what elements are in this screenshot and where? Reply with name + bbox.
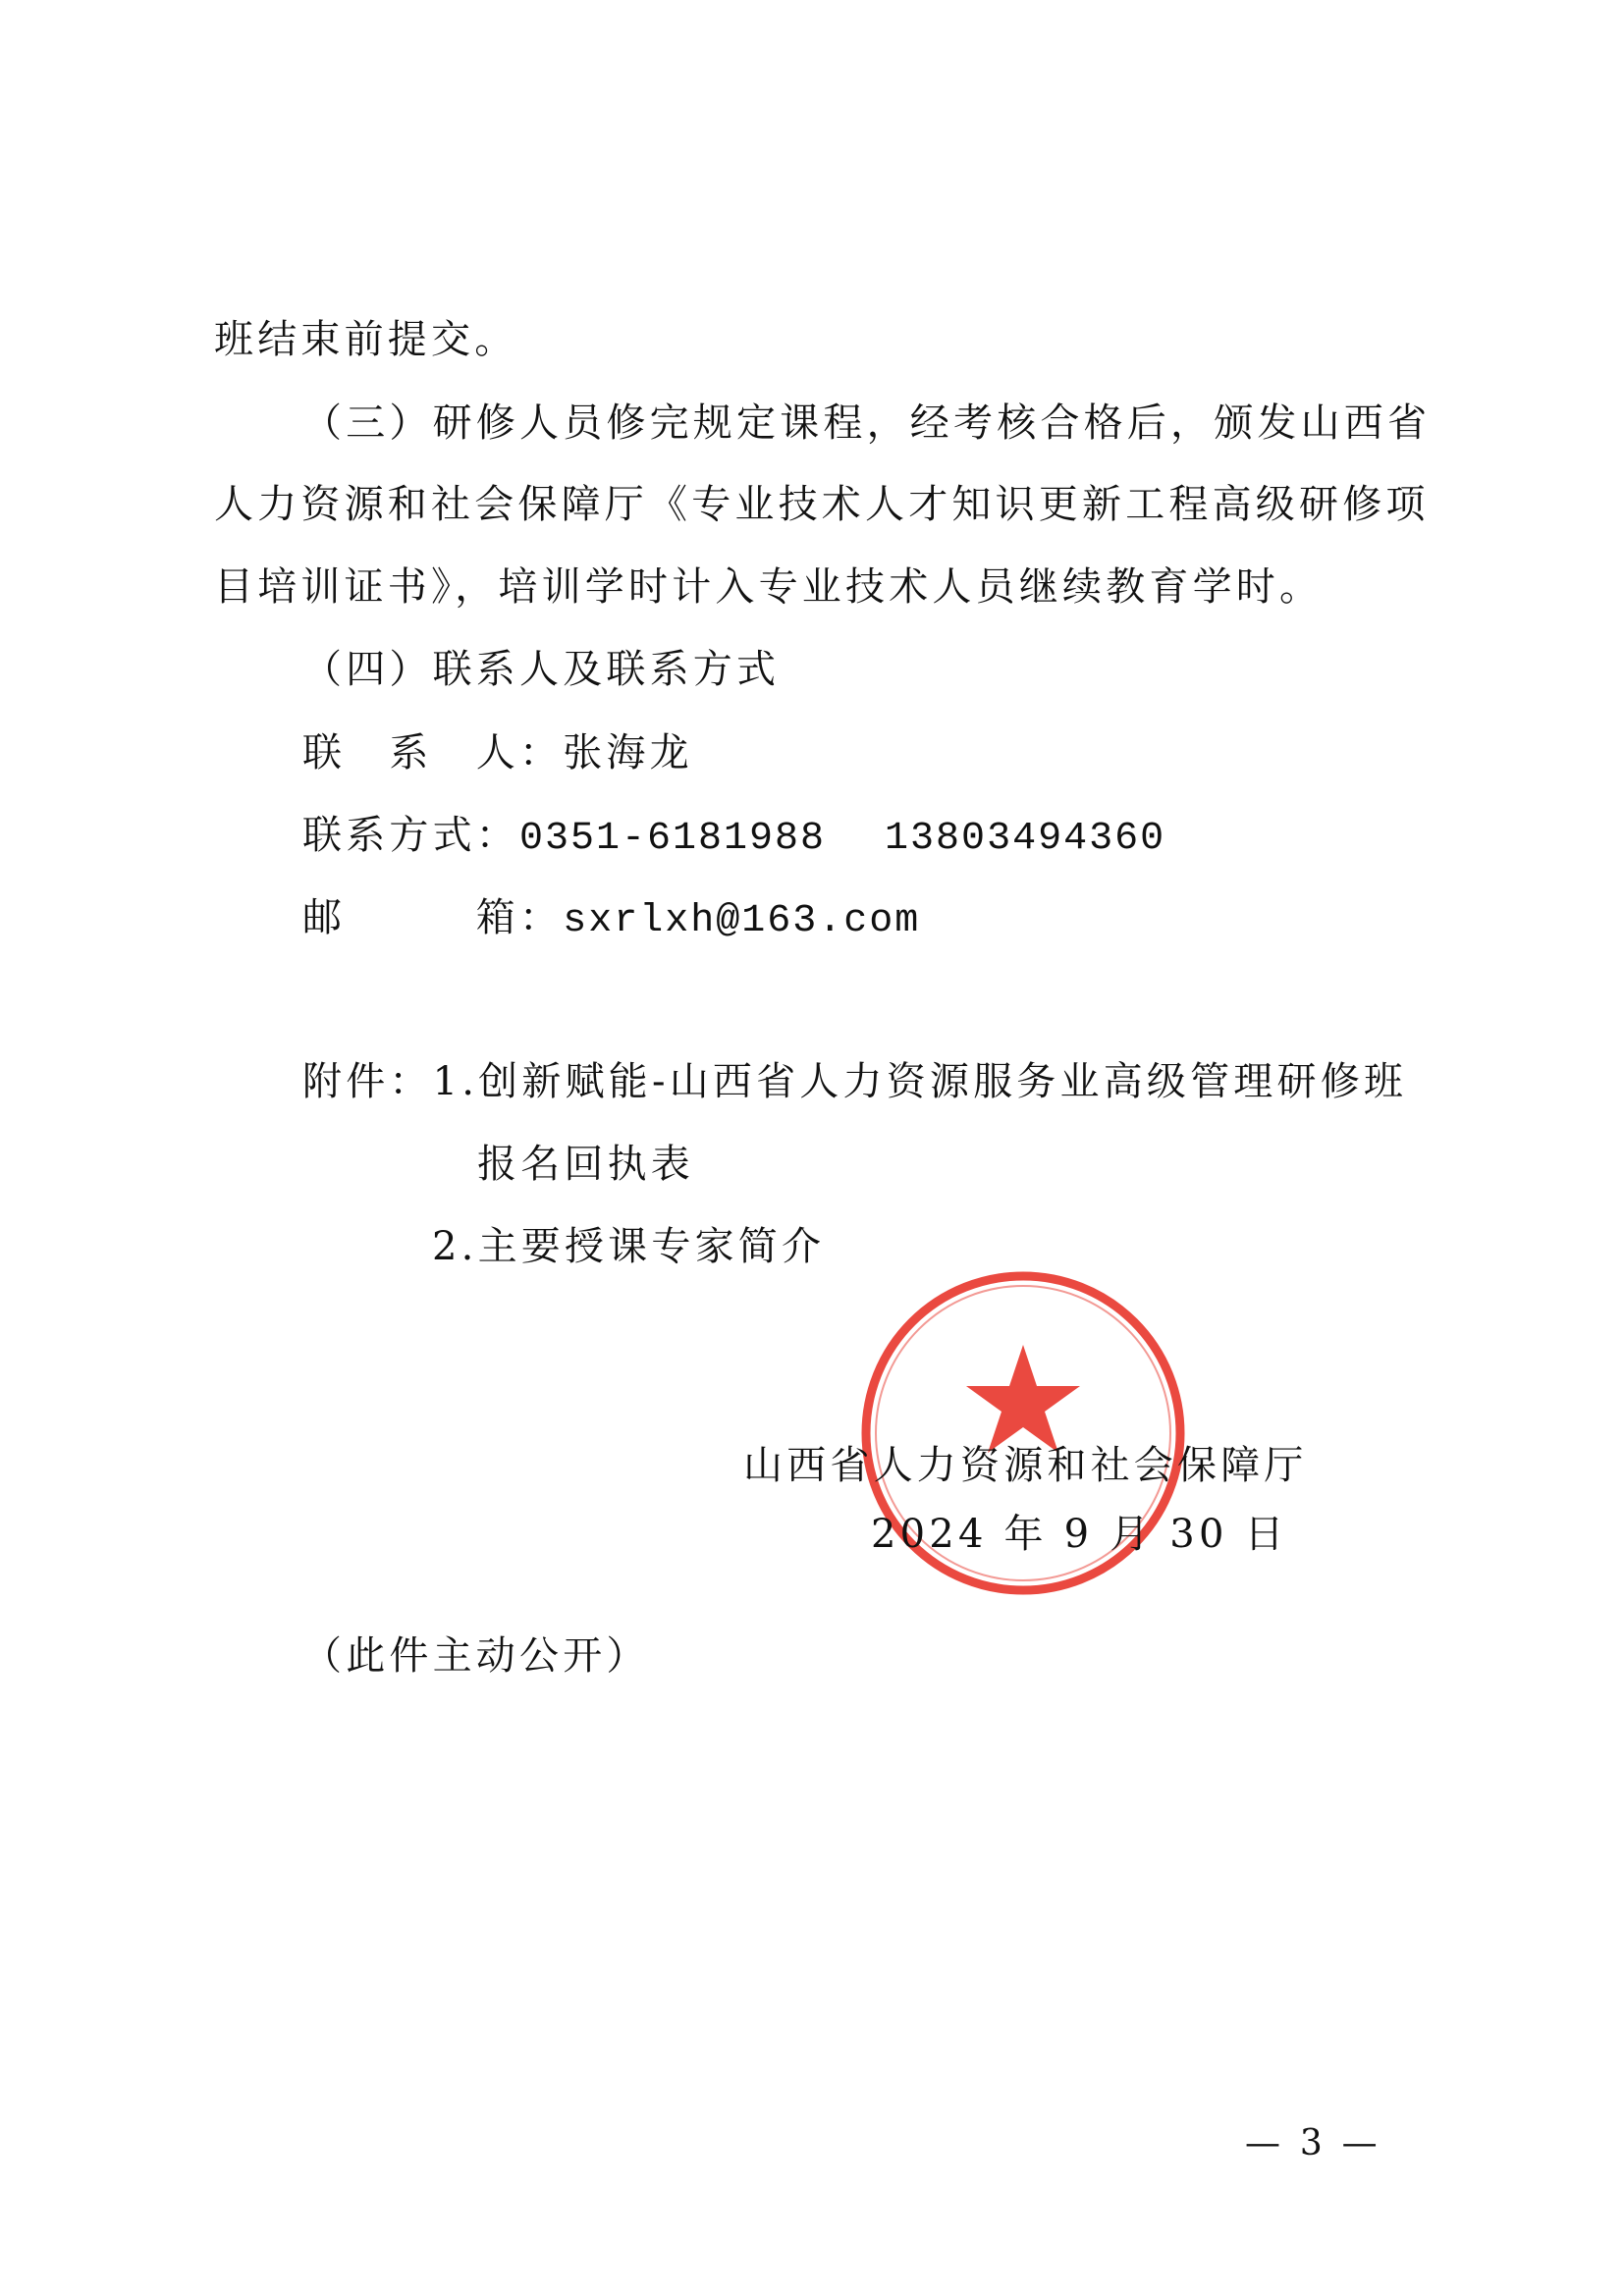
- contact-label: 联 系 人：: [302, 730, 564, 775]
- attachment-label: 附件：: [302, 1059, 433, 1104]
- contact-phone-row: [302, 812, 1165, 863]
- attachment-item-1: [302, 1058, 1407, 1105]
- star-icon: [966, 1345, 1080, 1453]
- section-heading: （四）联系人及联系方式: [302, 647, 781, 692]
- page-number: — 3 —: [1245, 2123, 1381, 2163]
- paragraph-line: 班结束前提交。: [214, 317, 518, 362]
- paragraph-line: 目培训证书》，培训学时计入专业技术人员继续教育学时。: [214, 564, 1324, 610]
- email-address: sxrlxh@163.com: [563, 899, 921, 943]
- phone-number: 0351-6181988: [519, 817, 827, 861]
- contact-person-row: [302, 729, 693, 776]
- paragraph-line: （三）研修人员修完规定课程，经考核合格后，颁发山西省: [302, 400, 1432, 446]
- contact-name: 张海龙: [563, 730, 693, 775]
- phone-label: 联系方式：: [302, 813, 519, 858]
- attachment-item-2: 2.主要授课专家简介: [432, 1224, 826, 1269]
- attachment-text: 1.创新赋能-山西省人力资源服务业高级管理研修班: [432, 1059, 1408, 1104]
- paragraph-line: 人力资源和社会保障厅《专业技术人才知识更新工程高级研修项: [214, 482, 1430, 527]
- issuing-organization: 山西省人力资源和社会保障厅: [743, 1443, 1308, 1488]
- email-label: 邮 箱：: [302, 895, 564, 940]
- disclosure-note: （此件主动公开）: [302, 1633, 650, 1679]
- attachment-item-1-cont: 报名回执表: [477, 1142, 694, 1187]
- mobile-number: 13803494360: [885, 817, 1166, 861]
- issue-date: 2024 年 9 月 30 日: [871, 1512, 1288, 1557]
- contact-email-row: [302, 894, 920, 945]
